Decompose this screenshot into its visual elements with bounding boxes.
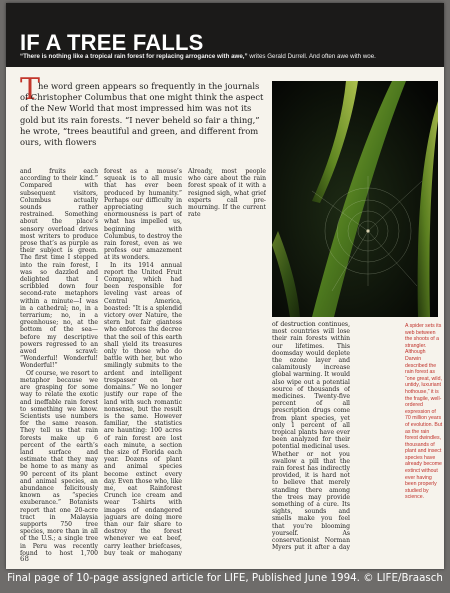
- text-column-3: [188, 168, 266, 556]
- paragraph: and fruits each according to their kind.” Compared with subsequent visitors, Columbus actually sounds rather restrained. Something about the place’s sensory overload drives most writers to produce prose that’s as purple as their subject is green. The first time I stepped into the rain forest, I was so dazzled and delighted that I scribbled down four second-rate metaphors within a minute—I was in a cathedral; no, in a terrarium; no, in a greenhouse; no, at the bottom of the sea—before my descriptive powers regressed to an awed scrawl: “Wonderful! Wonderful! Wonderful!”: [20, 168, 98, 370]
- photo-caption: A spider sets its web between the shoots of a strangler. Although Darwin described the rain forest as “one great, wild, untidy, luxuriant hothouse,” it is the fragile, well-ordered expression of 70 million years of evolution. But as the rain forest dwindles, thousands of plant and insect species have already become extinct without ever having been properly studied by science.: [405, 323, 443, 501]
- deck-quote: “There is nothing like a tropical rain forest for replacing arrogance with awe,”: [20, 53, 248, 60]
- text-column-4: [272, 321, 350, 551]
- spider-web-leaves-image: [272, 81, 438, 317]
- deck-attribution: writes Gerald Durrell. And often awe with woe.: [247, 53, 376, 60]
- spider-icon: [366, 229, 369, 232]
- image-credit: Final page of 10-page assigned article for LIFE, Published June 1994. © LIFE/Braasch: [7, 572, 443, 584]
- paragraph: In its 1914 annual report the United Fruit Company, which had been responsible for leveling vast areas of Central America, boasted: “It is a splendid victory over Nature, the stern but fair giantess who enforces the decree that the soil of this earth shall yield its treasures only to those who do battle with her, but who smilingly submits to the ardent and intelligent trespasser on her domains.” We no longer justify our rape of the land with such romantic nonsense, but the result is the same. However familiar, the statistics are haunting: 100 acres of rain forest are lost each minute, a section the size of Florida each year. Dozens of plant and animal species become extinct every day. Even those who, like me, eat Rainforest Crunch ice cream and wear T-shirts with images of endangered jaguars are doing more than our fair share to destroy the forest whenever we eat beef, carry leather briefcases, buy teak or mahogany: [104, 261, 182, 556]
- article-title: IF A TREE FALLS: [20, 30, 204, 55]
- lead-paragraph: he word green appears so frequently in the journals of Christopher Columbus that one might think the aspect of the New World that most impressed him was not its gold but its rain forests. “I never beheld so fair a thing,” he wrote, “trees beautiful and green, and different from ours, with flowers: [20, 81, 264, 148]
- page-number: 68: [20, 555, 29, 563]
- article-deck: [20, 53, 440, 60]
- drop-cap: T: [20, 72, 41, 107]
- magazine-page: [6, 3, 444, 569]
- paragraph: Already, most people who care about the rain forest speak of it with a resigned sigh, what grief experts call pre-mourning. If the current rate: [188, 168, 266, 219]
- paragraph: Of course, we resort to metaphor because we are grasping for some way to relate the exotic and ineffable rain forest to something we know. Scientists use numbers for the same reason. They tell us that rain forests make up 6 percent of the earth’s land surface and estimate that they may be home to as many as 90 percent of its plant and animal species, an abundance felicitously known as “species exuberance.” Botanists report that one 20-acre tract in Malaysia supports 750 tree species, more than in all of the U.S.; a single tree in Peru was recently found to host 1,700: [20, 369, 98, 556]
- rainforest-photo: [272, 81, 438, 317]
- paragraph: forest as a mouse’s squeak is to all music that has ever been produced by humanity.” Perhaps our difficulty in appreciating such enormousness is part of what has impelled us, beginning with Columbus, to destroy the rain forest, even as we profess our amazement at its wonders.: [104, 168, 182, 262]
- text-column-2: [104, 168, 182, 556]
- paragraph: of destruction continues, most countries will lose their rain forests within our lifetimes. This doomsday would deplete the ozone layer and calamitously increase global warming. It would also wipe out a potential source of thousands of medicines. Twenty-five percent of all prescription drugs come from plant species, yet only 1 percent of all tropical plants have ever been analyzed for their potential medicinal uses. Whether or not you swallow a pill that the rain forest has indirectly provided, it is hard not to believe that merely standing there among the trees may provide something of a cure. Its sights, sounds and smells make you feel that you’re blooming yourself. As conservationist Norman Myers put it after a day: [272, 321, 350, 551]
- text-column-1: [20, 168, 98, 556]
